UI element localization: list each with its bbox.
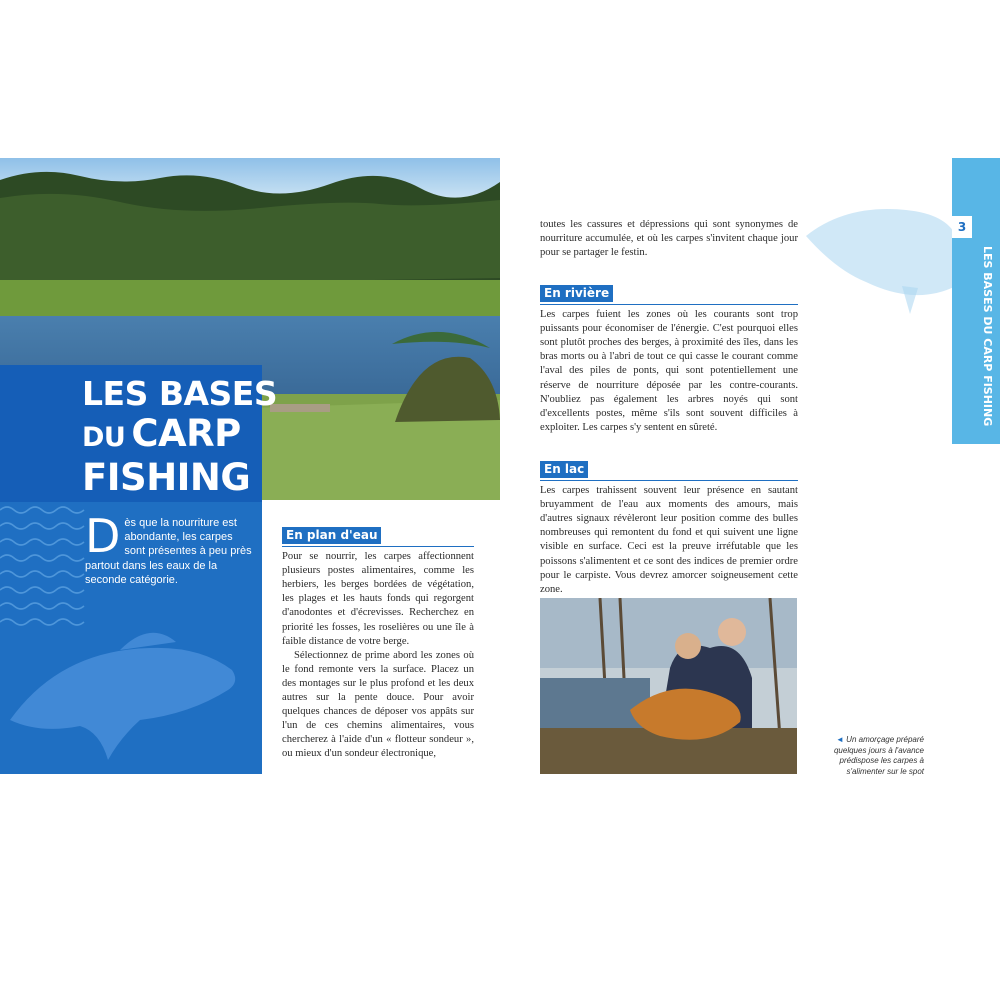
section-heading: En rivière bbox=[540, 285, 613, 302]
title-du: DU bbox=[82, 422, 126, 453]
carp-watermark-icon bbox=[806, 196, 956, 316]
carp-illustration-icon bbox=[0, 610, 262, 770]
chapter-tab bbox=[952, 158, 1000, 444]
intro-text: ès que la nourriture est abondante, les carpes sont présentes à peu près partout dans les eaux de la seconde catégorie. bbox=[85, 517, 252, 586]
paragraph: Sélectionnez de prime abord les zones où le fond remonte vers la surface. Placez un des montages sur le plus profond et les deux autres sur la pente douce. Pour avoir quelques chances de déposer vos appâts sur l'un de ces chemins alimentaires, vous chercherez à l'aide d'un « flotteur sondeur », ou mieux d'un sondeur électronique, bbox=[282, 649, 474, 760]
paragraph: Les carpes trahissent souvent leur présence en sautant bruyamment de l'eau aux moments des amours, mais d'autres signaux révèleront leur position comme des bulles nombreuses qui remontent du fond et qui suivent une ligne visible en surface. Ceci est la preuve irréfutable que les poissons s'alimentent et ce sont des indices de premier ordre pour le carpiste. Vous devrez amorcer soigneusement cette zone. bbox=[540, 485, 798, 595]
photo-caption bbox=[812, 735, 924, 777]
paragraph: toutes les cassures et dépressions qui sont synonymes de nourriture accumulée, et où les carpes s'invitent chaque jour pour se partager le festin. bbox=[540, 219, 798, 259]
section-plan-deau bbox=[282, 527, 474, 762]
section-riviere bbox=[540, 285, 798, 435]
chapter-label: LES BASES DU CARP FISHING bbox=[981, 246, 994, 427]
chapter-number: 3 bbox=[952, 216, 972, 238]
section-heading: En plan d'eau bbox=[282, 527, 381, 544]
section-heading: En lac bbox=[540, 461, 588, 478]
intro-paragraph bbox=[85, 509, 255, 587]
section-lac bbox=[540, 461, 798, 597]
paragraph: Les carpes fuient les zones où les courants sont trop puissants pour économiser de l'énergie. C'est pourquoi elles sont plutôt proches des berges, à proximité des îles, dans les bras morts ou à l'abri de tout ce qui casse le courant comme l'aval des piles de ponts, qui sont potentiellement une réserve de nourriture déposée par les contre-courants. N'oubliez pas également les arbres noyés qui sont d'excellents postes, même s'ils sont souvent difficiles à exploiter. Les carpes s'y sentent en sûreté. bbox=[540, 309, 798, 433]
paragraph: Pour se nourrir, les carpes affectionnent plusieurs postes alimentaires, comme les herbiers, les berges bordées de végétation, les plages et les hauts fonds qui regorgent d'anodontes et d'écrevisses. Recherchez en priorité les fosses, les roselières ou une île à faible distance de votre berge. bbox=[282, 551, 474, 647]
title-line-2 bbox=[82, 412, 241, 455]
caption-text: Un amorçage préparé quelques jours à l'avance prédispose les carpes à s'alimenter sur le spot bbox=[833, 735, 924, 776]
title-line-3: FISHING bbox=[82, 456, 251, 499]
title-line-1: LES BASES bbox=[82, 374, 278, 413]
continuation-paragraph bbox=[540, 218, 798, 260]
title-carp: CARP bbox=[131, 412, 241, 455]
drop-cap: D bbox=[85, 509, 121, 563]
caption-arrow-icon: ◄ bbox=[836, 735, 844, 744]
anglers-photo bbox=[540, 598, 797, 774]
